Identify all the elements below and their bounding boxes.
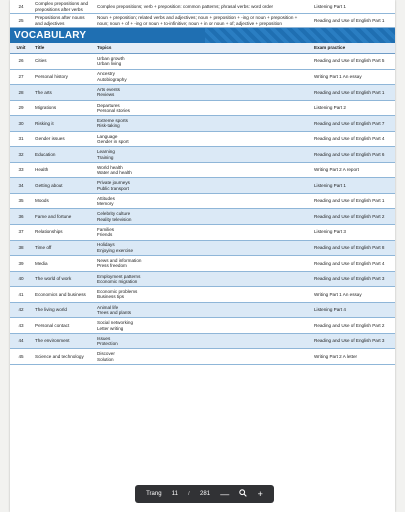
- unit-topics: [94, 240, 311, 256]
- unit-topics: [94, 271, 311, 287]
- topic-line: Reality television: [97, 216, 132, 222]
- unit-topics: [94, 193, 311, 209]
- unit-number: 43: [10, 318, 32, 334]
- grammar-exam: Reading and Use of English Part 1: [311, 14, 395, 28]
- grammar-topics: Complex prepositions; verb + preposition: common patterns; phrasal verbs: word order: [94, 0, 311, 14]
- table-row: [10, 147, 395, 163]
- unit-title: Moods: [32, 193, 94, 209]
- exam-practice: Reading and Use of English Part 7: [311, 116, 395, 132]
- exam-practice: Writing Part 2 A letter: [311, 349, 395, 365]
- table-row: [10, 116, 395, 132]
- exam-practice: Listening Part 3: [311, 225, 395, 241]
- exam-practice: Reading and Use of English Part 2: [311, 318, 395, 334]
- exam-practice: Reading and Use of English Part 4: [311, 256, 395, 272]
- topic-line: Urban growth: [97, 55, 125, 61]
- unit-title: Gender issues: [32, 131, 94, 147]
- unit-topics: [94, 147, 311, 163]
- unit-title: Getting about: [32, 178, 94, 194]
- table-row: [10, 240, 395, 256]
- grammar-row: [10, 0, 395, 14]
- unit-title: Health: [32, 162, 94, 178]
- topic-line: Memory: [97, 201, 114, 207]
- unit-number: 31: [10, 131, 32, 147]
- topic-line: Ancestry: [97, 71, 115, 77]
- unit-number: 26: [10, 54, 32, 70]
- topic-line: Trees and plants: [97, 310, 132, 316]
- table-row: [10, 100, 395, 116]
- unit-title: Time off: [32, 240, 94, 256]
- unit-number: 44: [10, 333, 32, 349]
- topic-line: Holidays: [97, 242, 115, 248]
- unit-topics: [94, 54, 311, 70]
- table-row: [10, 302, 395, 318]
- exam-practice: Listening Part 4: [311, 302, 395, 318]
- unit-number: 41: [10, 287, 32, 303]
- topic-line: Press freedom: [97, 263, 127, 269]
- unit-number: 37: [10, 225, 32, 241]
- table-row: [10, 256, 395, 272]
- grammar-topics: Noun + preposition; related verbs and adjectives; noun + preposition + -ing or noun + preposition + noun; noun + of + -ing or noun + to-infinitive; noun + in or noun + of; adjective + preposition: [94, 14, 311, 28]
- unit-title: The living world: [32, 302, 94, 318]
- exam-practice: Reading and Use of English Part 5: [311, 54, 395, 70]
- unit-number: 30: [10, 116, 32, 132]
- topic-line: Urban living: [97, 61, 122, 67]
- unit-topics: [94, 178, 311, 194]
- unit-topics: [94, 225, 311, 241]
- table-row: [10, 178, 395, 194]
- exam-practice: Reading and Use of English Part 3: [311, 271, 395, 287]
- table-row: [10, 333, 395, 349]
- unit-number: 27: [10, 69, 32, 85]
- topic-line: Water and health: [97, 170, 132, 176]
- topic-line: Discover: [97, 351, 115, 357]
- table-row: [10, 287, 395, 303]
- topic-line: Business tips: [97, 294, 125, 300]
- topic-line: Extreme sports: [97, 118, 128, 124]
- zoom-out-button[interactable]: —: [220, 488, 230, 499]
- unit-number: 40: [10, 271, 32, 287]
- col-title: Title: [32, 43, 94, 54]
- exam-practice: Listening Part 2: [311, 100, 395, 116]
- exam-practice: Reading and Use of English Part 2: [311, 209, 395, 225]
- unit-topics: [94, 100, 311, 116]
- vocabulary-table: [10, 43, 395, 365]
- unit-topics: [94, 256, 311, 272]
- unit-topics: [94, 69, 311, 85]
- exam-practice: Writing Part 2 A report: [311, 162, 395, 178]
- exam-practice: Reading and Use of English Part 1: [311, 85, 395, 101]
- vocabulary-heading: VOCABULARY: [14, 30, 87, 41]
- table-row: [10, 131, 395, 147]
- unit-title: Fame and fortune: [32, 209, 94, 225]
- table-row: [10, 271, 395, 287]
- unit-title: Economics and business: [32, 287, 94, 303]
- topic-line: Departures: [97, 102, 120, 108]
- page-current[interactable]: 11: [171, 491, 178, 497]
- unit-topics: [94, 318, 311, 334]
- unit-number: 32: [10, 147, 32, 163]
- topic-line: Reviews: [97, 92, 115, 98]
- unit-topics: [94, 287, 311, 303]
- topic-line: Economic problems: [97, 289, 138, 295]
- topic-line: Risk-taking: [97, 123, 120, 129]
- topic-line: Autobiography: [97, 76, 127, 82]
- unit-number: 38: [10, 240, 32, 256]
- exam-practice: Writing Part 1 An essay: [311, 69, 395, 85]
- topic-line: Enjoying exercise: [97, 247, 134, 253]
- page-total: 281: [200, 491, 211, 497]
- document-page: [10, 0, 395, 512]
- unit-title: Cities: [32, 54, 94, 70]
- topic-line: Solution: [97, 356, 114, 362]
- grammar-row: [10, 14, 395, 28]
- topic-line: News and information: [97, 257, 142, 263]
- exam-practice: Reading and Use of English Part 8: [311, 240, 395, 256]
- unit-number: 39: [10, 256, 32, 272]
- topic-line: Families: [97, 226, 115, 232]
- topic-line: Animal life: [97, 304, 119, 310]
- page-label: Trang: [146, 491, 162, 497]
- table-row: [10, 85, 395, 101]
- topic-line: Celebrity culture: [97, 211, 131, 217]
- table-row: [10, 318, 395, 334]
- unit-number: 45: [10, 349, 32, 365]
- page-navigator: [135, 485, 274, 503]
- table-row: [10, 349, 395, 365]
- table-row: [10, 69, 395, 85]
- unit-title: Personal contact: [32, 318, 94, 334]
- col-unit: Unit: [10, 43, 32, 54]
- topic-line: Learning: [97, 149, 115, 155]
- topic-line: Personal stories: [97, 107, 130, 113]
- grammar-unit: 25: [10, 14, 32, 28]
- unit-title: Migrations: [32, 100, 94, 116]
- unit-number: 42: [10, 302, 32, 318]
- topic-line: World health: [97, 164, 123, 170]
- topic-line: Letter writing: [97, 325, 124, 331]
- table-row: [10, 162, 395, 178]
- exam-practice: Reading and Use of English Part 4: [311, 131, 395, 147]
- topic-line: Friends: [97, 232, 113, 238]
- topic-line: Public transport: [97, 185, 129, 191]
- unit-topics: [94, 85, 311, 101]
- unit-title: Media: [32, 256, 94, 272]
- vocabulary-header-row: [10, 43, 395, 54]
- col-exam: Exam practice: [311, 43, 395, 54]
- unit-number: 28: [10, 85, 32, 101]
- zoom-in-button[interactable]: +: [257, 488, 263, 499]
- unit-topics: [94, 116, 311, 132]
- unit-title: The world of work: [32, 271, 94, 287]
- col-topics: Topics: [94, 43, 311, 54]
- vocabulary-banner: [10, 28, 395, 43]
- exam-practice: Reading and Use of English Part 1: [311, 193, 395, 209]
- unit-number: 36: [10, 209, 32, 225]
- exam-practice: Reading and Use of English Part 3: [311, 333, 395, 349]
- unit-number: 35: [10, 193, 32, 209]
- unit-topics: [94, 333, 311, 349]
- topic-line: Language: [97, 133, 118, 139]
- table-row: [10, 209, 395, 225]
- exam-practice: Reading and Use of English Part 6: [311, 147, 395, 163]
- table-row: [10, 54, 395, 70]
- exam-practice: Writing Part 1 An essay: [311, 287, 395, 303]
- grammar-title: Prepositions after nouns and adjectives: [32, 14, 94, 28]
- table-row: [10, 193, 395, 209]
- topic-line: Arts events: [97, 86, 120, 92]
- unit-number: 29: [10, 100, 32, 116]
- unit-topics: [94, 302, 311, 318]
- table-row: [10, 225, 395, 241]
- exam-practice: Listening Part 1: [311, 178, 395, 194]
- unit-topics: [94, 349, 311, 365]
- topic-line: Attitudes: [97, 195, 115, 201]
- unit-title: Personal history: [32, 69, 94, 85]
- unit-number: 33: [10, 162, 32, 178]
- topic-line: Economic migration: [97, 278, 138, 284]
- page-separator: /: [188, 491, 190, 497]
- unit-topics: [94, 162, 311, 178]
- unit-title: Risking it: [32, 116, 94, 132]
- topic-line: Training: [97, 154, 114, 160]
- topic-line: Employment patterns: [97, 273, 141, 279]
- unit-topics: [94, 131, 311, 147]
- unit-title: Education: [32, 147, 94, 163]
- topic-line: Social networking: [97, 320, 134, 326]
- topic-line: Gender in sport: [97, 139, 129, 144]
- grammar-table: [10, 0, 395, 28]
- grammar-title: Complex prepositions and prepositions after verbs: [32, 0, 94, 14]
- topic-line: Private journeys: [97, 180, 130, 186]
- banner-pattern: [205, 28, 395, 43]
- unit-title: The arts: [32, 85, 94, 101]
- topic-line: Issues: [97, 335, 111, 341]
- magnifier-icon[interactable]: [239, 489, 247, 499]
- grammar-exam: Listening Part 1: [311, 0, 395, 14]
- unit-title: Relationships: [32, 225, 94, 241]
- unit-topics: [94, 209, 311, 225]
- topic-line: Protection: [97, 341, 118, 347]
- unit-title: Science and technology: [32, 349, 94, 365]
- grammar-unit: 24: [10, 0, 32, 14]
- unit-title: The environment: [32, 333, 94, 349]
- unit-number: 34: [10, 178, 32, 194]
